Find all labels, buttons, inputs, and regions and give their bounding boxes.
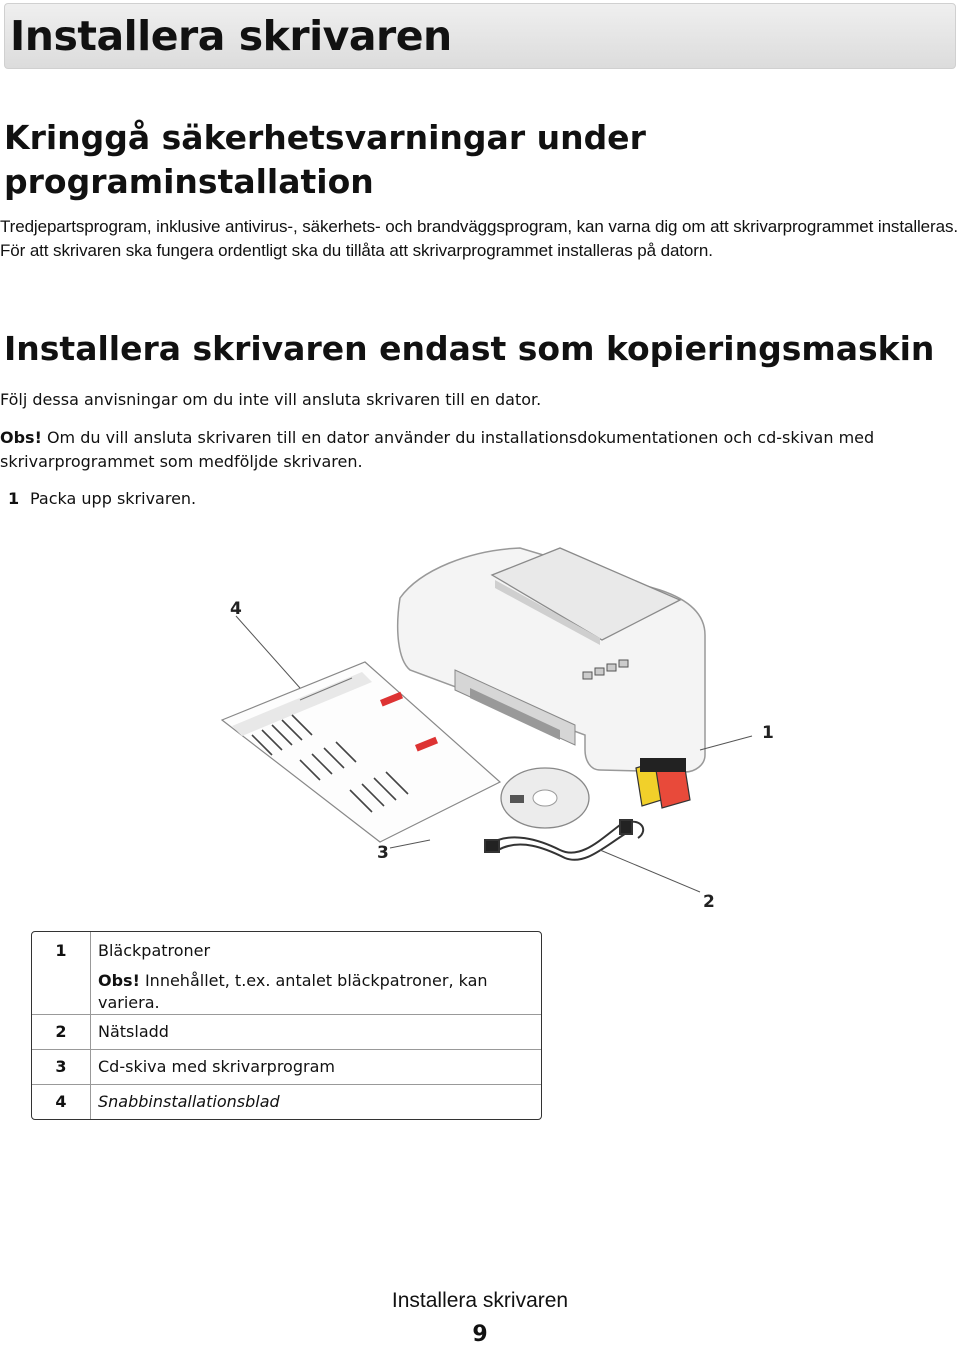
chapter-banner <box>4 3 956 69</box>
callout-2: 2 <box>703 892 715 912</box>
ink-cartridges-illustration <box>636 758 690 808</box>
copier-intro: Följ dessa anvisningar om du inte vill ansluta skrivaren till en dator. <box>0 390 542 409</box>
row-label: Bläckpatroner <box>98 941 211 960</box>
row-note <box>98 962 541 1014</box>
callout-1: 1 <box>762 723 774 743</box>
step-number: 1 <box>8 489 20 508</box>
section-heading-copier: Installera skrivaren endast som kopieringsmaskin <box>4 329 935 368</box>
row-number: 2 <box>32 1015 91 1050</box>
page-number: 9 <box>472 1322 488 1347</box>
table-row <box>32 1085 541 1119</box>
copier-note <box>0 426 958 474</box>
section-heading-bypass: Kringgå säkerhetsvarningar under programinstallation <box>4 118 646 201</box>
parts-legend-table <box>31 931 542 1120</box>
note-label: Obs! <box>0 428 42 447</box>
note-text: Innehållet, t.ex. antalet bläckpatroner, kan variera. <box>98 971 488 1012</box>
row-label: Cd-skiva med skrivarprogram <box>91 1050 541 1085</box>
chapter-title: Installera skrivaren <box>10 12 452 60</box>
row-number: 3 <box>32 1050 91 1085</box>
bypass-paragraph: Tredjepartsprogram, inklusive antivirus-, säkerhets- och brandväggsprogram, kan varna dig om att skrivarprogrammet installeras. För att skrivaren ska fungera ordentligt ska du tillåta att skrivarprogrammet installeras på datorn. <box>0 217 958 260</box>
cd-illustration <box>501 768 589 828</box>
table-row <box>32 1015 541 1050</box>
unpacking-figure <box>0 520 960 920</box>
note-text: Om du vill ansluta skrivaren till en dator använder du installationsdokumentationen och cd-skivan med skrivarprogrammet som medföljde skrivaren. <box>0 428 875 471</box>
row-number: 1 <box>32 932 91 1015</box>
callout-4: 4 <box>230 599 242 619</box>
step-text: Packa upp skrivaren. <box>30 489 197 508</box>
power-cord-illustration <box>390 820 700 892</box>
note-label: Obs! <box>98 971 140 990</box>
callout-3: 3 <box>377 843 389 863</box>
table-row <box>32 932 541 1015</box>
step-1 <box>8 487 960 511</box>
row-label: Nätsladd <box>91 1015 541 1050</box>
row-number: 4 <box>32 1085 91 1119</box>
footer-chapter-title: Installera skrivaren <box>391 1289 569 1312</box>
row-label: Snabbinstallationsblad <box>98 1092 280 1111</box>
table-row <box>32 1050 541 1085</box>
